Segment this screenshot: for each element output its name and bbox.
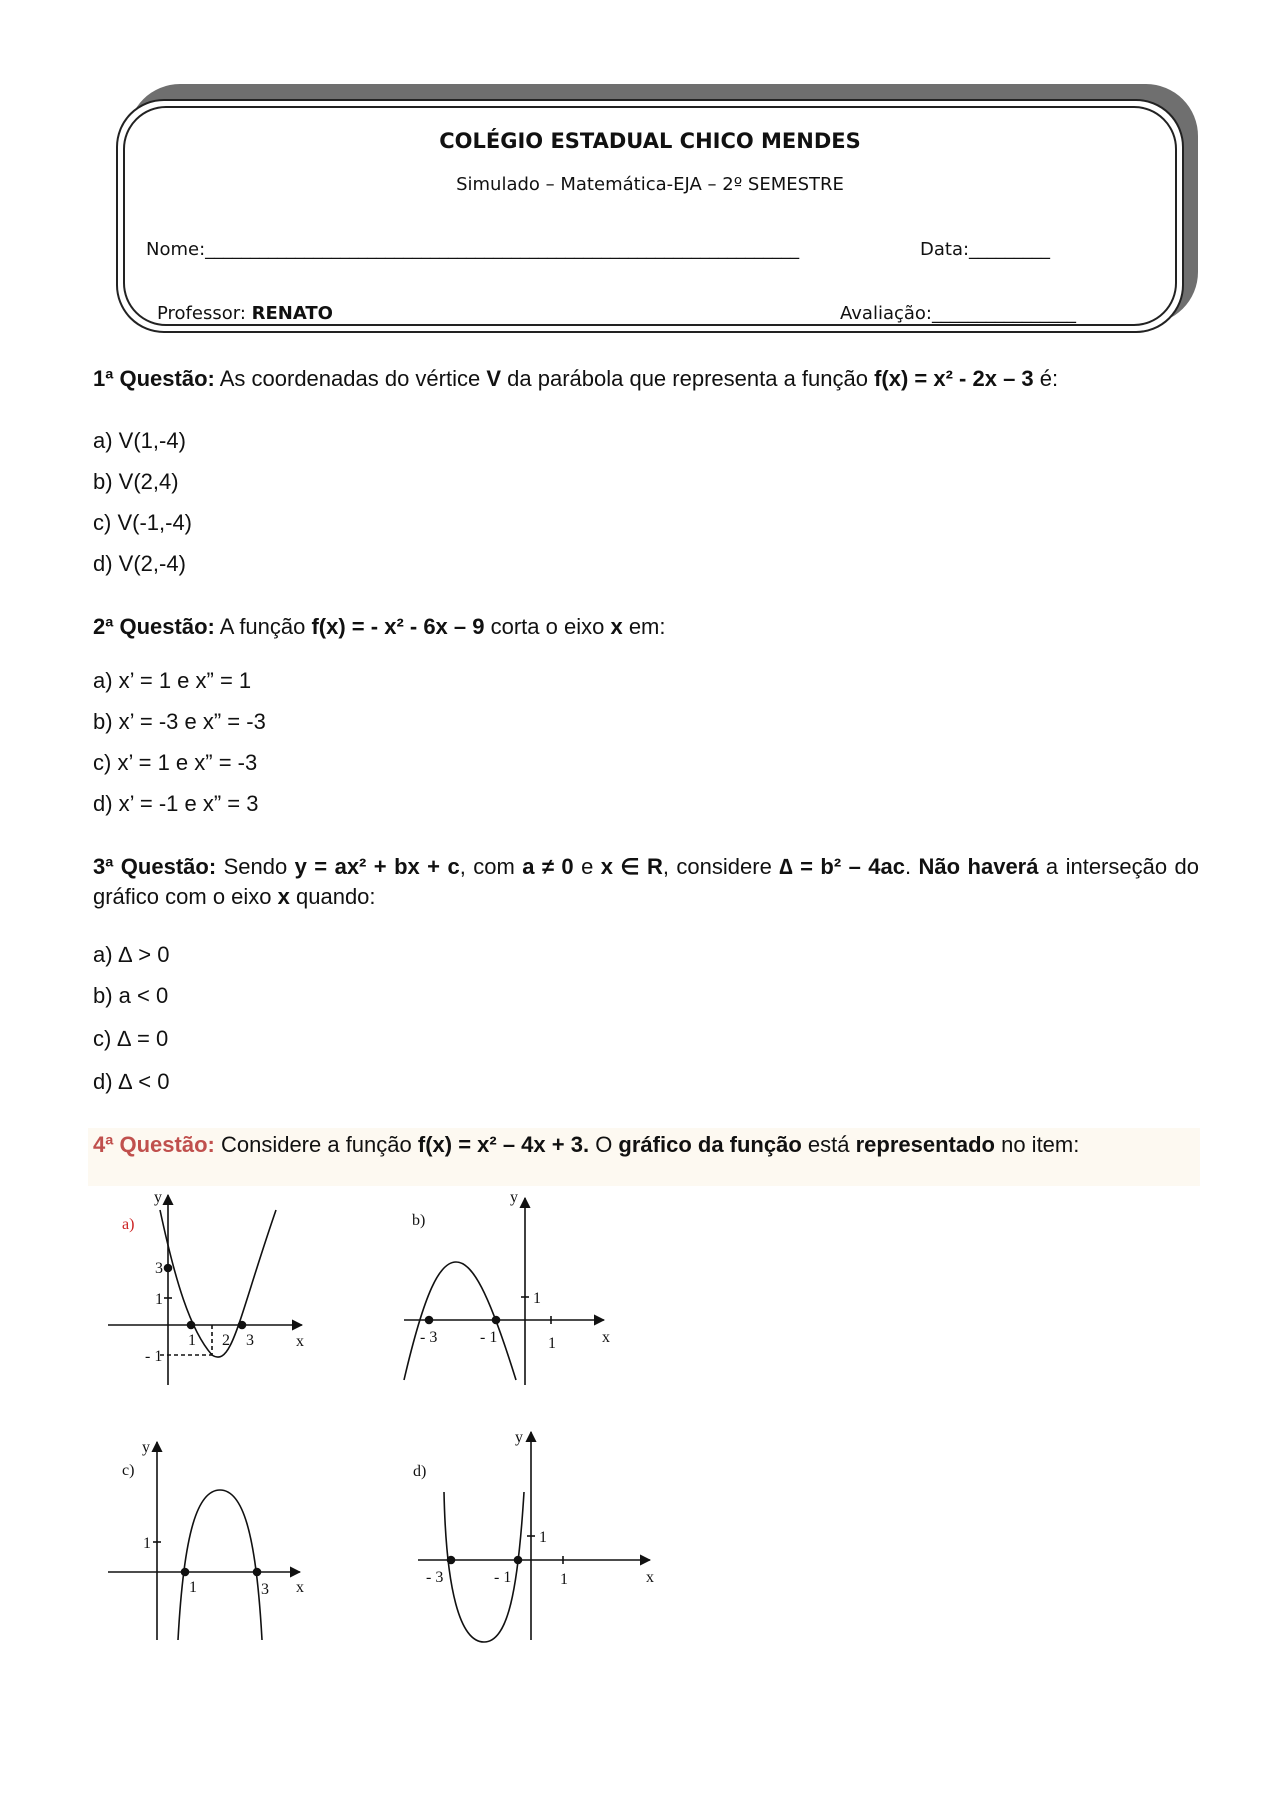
graph-a-x-tick-1: 1 bbox=[188, 1332, 196, 1349]
graph-a[interactable] bbox=[108, 1195, 302, 1385]
graph-a-x-tick-3: 3 bbox=[246, 1332, 254, 1349]
q3-text: quando: bbox=[289, 884, 376, 909]
graph-b[interactable] bbox=[404, 1198, 604, 1385]
q2-option-c[interactable]: c) x’ = 1 e x” = -3 bbox=[93, 750, 258, 775]
graph-b-x-tick-neg1: - 1 bbox=[480, 1329, 498, 1346]
graph-b-labels bbox=[412, 1189, 610, 1352]
graph-d-x-label: x bbox=[646, 1569, 654, 1586]
graph-c-x-tick-1: 1 bbox=[189, 1579, 197, 1596]
graph-d-x-tick-neg1: - 1 bbox=[494, 1569, 512, 1586]
graph-c-y-tick-1: 1 bbox=[143, 1535, 151, 1552]
q3-nao-havera: Não haverá bbox=[918, 854, 1039, 879]
q3-text: , considere bbox=[662, 854, 780, 879]
q1-text-b: da parábola que representa a função bbox=[501, 366, 875, 391]
q3-option-a[interactable]: a) ∆ > 0 bbox=[93, 942, 170, 967]
q4-text: está bbox=[801, 1132, 856, 1157]
graph-a-point-x1 bbox=[188, 1322, 195, 1329]
question-2 bbox=[93, 612, 1199, 642]
graph-b-x-tick-1: 1 bbox=[548, 1335, 556, 1352]
question-1 bbox=[93, 364, 1199, 394]
question-4 bbox=[93, 1130, 1199, 1160]
q3-number: 3ª Questão: bbox=[93, 854, 217, 879]
q3-delta: ∆ = b² – 4ac bbox=[779, 854, 905, 879]
graph-d-point-xm3 bbox=[448, 1557, 455, 1564]
name-field[interactable]: Nome:__________________________________________________________________ bbox=[146, 239, 800, 260]
graph-d-y-label: y bbox=[515, 1429, 523, 1446]
graph-d-labels bbox=[413, 1429, 654, 1588]
graph-b-point-xm3 bbox=[426, 1317, 433, 1324]
q2-text-c: em: bbox=[622, 614, 666, 639]
graph-b-tag: b) bbox=[412, 1212, 426, 1229]
q3-equation: y = ax² + bx + c bbox=[294, 854, 460, 879]
graph-a-y-label: y bbox=[154, 1189, 162, 1206]
graph-c-point-x3 bbox=[254, 1569, 261, 1576]
q1-vertex: V bbox=[486, 366, 502, 391]
q4-number: 4ª Questão: bbox=[93, 1132, 215, 1157]
q3-option-b[interactable]: b) a < 0 bbox=[93, 983, 169, 1008]
q3-text: e bbox=[573, 854, 601, 879]
header-box bbox=[116, 99, 1184, 333]
q2-number: 2ª Questão: bbox=[93, 614, 215, 639]
graph-d-point-xm1 bbox=[515, 1557, 522, 1564]
q2-function: f(x) = - x² - 6x – 9 bbox=[311, 614, 485, 639]
q3-option-d[interactable]: d) ∆ < 0 bbox=[93, 1069, 170, 1094]
q1-function: f(x) = x² - 2x – 3 bbox=[874, 366, 1034, 391]
graph-d[interactable] bbox=[418, 1432, 650, 1642]
graph-a-tick-label-1: 1 bbox=[155, 1291, 163, 1308]
q4-grafico: gráfico da função bbox=[618, 1132, 802, 1157]
q2-option-a[interactable]: a) x’ = 1 e x” = 1 bbox=[93, 668, 252, 693]
q2-option-d[interactable]: d) x’ = -1 e x” = 3 bbox=[93, 791, 259, 816]
graph-c[interactable] bbox=[108, 1442, 300, 1640]
q1-text-c: é: bbox=[1033, 366, 1059, 391]
q1-number: 1ª Questão: bbox=[93, 366, 215, 391]
q4-text: no item: bbox=[994, 1132, 1080, 1157]
graph-c-tag: c) bbox=[122, 1462, 135, 1479]
q4-function: f(x) = x² – 4x + 3. bbox=[417, 1132, 590, 1157]
graph-a-tick-label-neg1: - 1 bbox=[145, 1348, 163, 1365]
q1-option-c[interactable]: c) V(-1,-4) bbox=[93, 510, 192, 535]
q3-text: a interseção do gráfico com o eixo bbox=[93, 854, 1199, 909]
grade-field[interactable]: Avaliação:________________ bbox=[840, 303, 1076, 324]
graph-c-point-x1 bbox=[182, 1569, 189, 1576]
q3-text: . bbox=[905, 854, 919, 879]
q2-text-b: corta o eixo bbox=[484, 614, 611, 639]
graph-d-y-tick-1: 1 bbox=[539, 1529, 547, 1546]
graph-c-x-label: x bbox=[296, 1579, 304, 1596]
q4-text: Considere a função bbox=[214, 1132, 418, 1157]
graph-c-curve bbox=[178, 1490, 262, 1640]
graph-d-x-tick-neg3: - 3 bbox=[426, 1569, 444, 1586]
graph-b-x-label: x bbox=[602, 1329, 610, 1346]
q3-axis: x bbox=[277, 884, 290, 909]
graph-c-labels bbox=[122, 1439, 304, 1598]
graph-b-point-xm1 bbox=[493, 1317, 500, 1324]
q3-text: Sendo bbox=[216, 854, 295, 879]
graph-d-curve bbox=[444, 1492, 524, 1642]
q2-axis: x bbox=[610, 614, 623, 639]
q3-text: , com bbox=[459, 854, 523, 879]
graph-a-labels bbox=[122, 1189, 304, 1365]
q1-text-a: As coordenadas do vértice bbox=[214, 366, 487, 391]
graph-b-y-label: y bbox=[510, 1189, 518, 1206]
q2-option-b[interactable]: b) x’ = -3 e x” = -3 bbox=[93, 709, 266, 734]
graph-d-tag: d) bbox=[413, 1463, 427, 1480]
teacher-line bbox=[157, 303, 333, 324]
graph-a-point-x3 bbox=[239, 1322, 246, 1329]
q3-condition-a: a ≠ 0 bbox=[522, 854, 574, 879]
q3-condition-x: x ∈ R bbox=[600, 854, 663, 879]
q1-option-d[interactable]: d) V(2,-4) bbox=[93, 551, 186, 576]
q1-option-b[interactable]: b) V(2,4) bbox=[93, 469, 179, 494]
graph-b-x-tick-neg3: - 3 bbox=[420, 1329, 438, 1346]
teacher-name: RENATO bbox=[251, 303, 333, 324]
school-name: COLÉGIO ESTADUAL CHICO MENDES bbox=[439, 129, 861, 153]
graph-a-tag: a) bbox=[122, 1216, 135, 1233]
q4-representado: representado bbox=[855, 1132, 995, 1157]
graph-a-x-label: x bbox=[296, 1333, 304, 1350]
graph-c-x-tick-3: 3 bbox=[261, 1581, 269, 1598]
graph-a-point-y3 bbox=[165, 1265, 172, 1272]
question-3 bbox=[93, 852, 1199, 912]
date-field[interactable]: Data:_________ bbox=[920, 239, 1051, 260]
graph-a-curve bbox=[160, 1210, 276, 1357]
graph-a-x-tick-2: 2 bbox=[222, 1332, 230, 1349]
q4-text: O bbox=[589, 1132, 619, 1157]
q3-option-c[interactable]: c) ∆ = 0 bbox=[93, 1026, 169, 1051]
q2-text-a: A função bbox=[214, 614, 312, 639]
graph-b-curve bbox=[404, 1262, 516, 1380]
graph-c-y-label: y bbox=[142, 1439, 150, 1456]
graph-a-tick-label-3: 3 bbox=[155, 1260, 163, 1277]
graph-d-x-tick-1: 1 bbox=[560, 1571, 568, 1588]
q1-option-a[interactable]: a) V(1,-4) bbox=[93, 428, 186, 453]
exam-subtitle: Simulado – Matemática-EJA – 2º SEMESTRE bbox=[456, 174, 844, 195]
graph-b-y-tick-1: 1 bbox=[533, 1290, 541, 1307]
teacher-label: Professor: bbox=[157, 303, 252, 324]
